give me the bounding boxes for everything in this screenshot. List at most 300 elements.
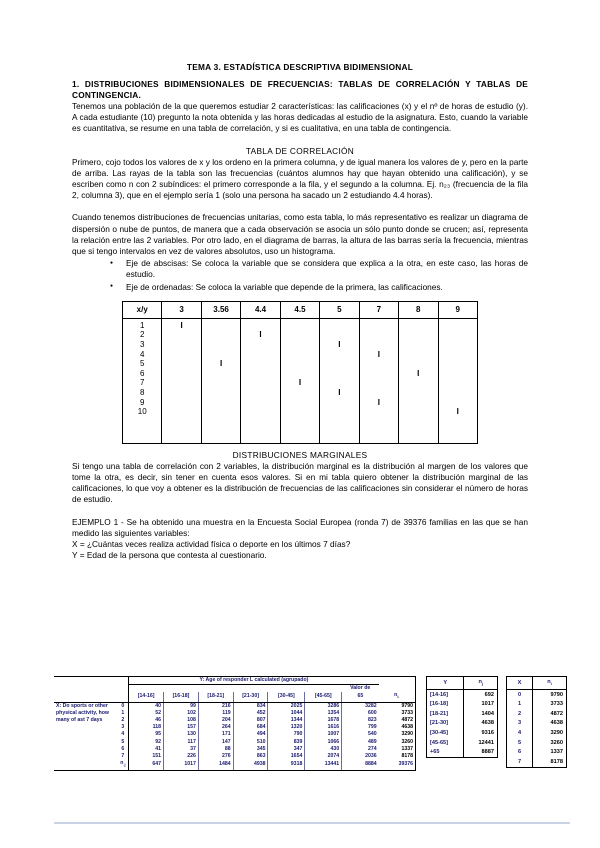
contingency-cell: 147 xyxy=(198,739,233,746)
x-marginal-row xyxy=(507,719,567,729)
contingency-cell: 95 xyxy=(129,731,164,738)
correlation-tally-mark: I xyxy=(456,407,459,417)
bullet-eje-ordenadas: ● Eje de ordenadas: Se coloca la variable que depende de la primera, las calificaciones. xyxy=(110,282,528,293)
contingency-cell: 92 xyxy=(129,739,164,746)
contingency-cell: 1654 xyxy=(268,753,305,760)
ejemplo-1-paragraph: EJEMPLO 1 - Se ha obtenido una muestra en la Encuesta Social Europea (ronda 7) de 39376 familias en las que se han medido las siguientes variables: xyxy=(72,516,528,538)
contingency-row-total: 4638 xyxy=(379,724,416,731)
correlation-empty-cell xyxy=(360,340,398,350)
contingency-cell: 452 xyxy=(233,710,268,717)
contingency-cell: 494 xyxy=(233,731,268,738)
contingency-cell: 274 xyxy=(342,746,379,753)
contingency-cell: 151 xyxy=(129,753,164,760)
contingency-row-total: 3733 xyxy=(379,710,416,717)
y-marginal-data-rows xyxy=(427,690,498,758)
contingency-valor-de-label: Valor de xyxy=(350,685,371,692)
contingency-cell: 99 xyxy=(164,702,199,710)
correlation-row-label: 9 xyxy=(139,397,145,407)
correlation-empty-cell xyxy=(162,378,200,388)
contingency-cell: 3286 xyxy=(305,702,342,710)
correlation-empty-cell xyxy=(202,369,240,379)
correlation-empty-cell xyxy=(162,407,200,417)
correlation-col-header-0: 3 xyxy=(162,301,201,318)
correlation-table xyxy=(122,301,478,444)
contingency-cell: 204 xyxy=(198,717,233,724)
contingency-total-col-subscript: i. xyxy=(397,695,400,700)
correlation-empty-cell xyxy=(320,378,358,388)
correlation-col-header-2: 4.4 xyxy=(241,301,280,318)
contingency-totals-spacer xyxy=(54,760,117,770)
correlation-row-labels xyxy=(123,318,162,443)
contingency-data-rows xyxy=(54,702,416,770)
distribuciones-marginales-heading: DISTRIBUCIONES MARGINALES xyxy=(232,449,368,460)
correlation-empty-cell xyxy=(281,407,319,417)
correlation-tally-mark: I xyxy=(259,330,262,340)
contingency-title-row xyxy=(54,677,416,685)
x-marginal-value: 0 xyxy=(517,691,522,698)
contingency-cell: 1320 xyxy=(268,724,305,731)
y-marginal-row xyxy=(427,738,498,748)
y-marginal-interval: [16-18] xyxy=(430,701,449,708)
bullet-eje-abscisas: ● Eje de abscisas: Se coloca la variable que se considera que explica a la otra, en este caso, las horas de estudio. xyxy=(110,258,528,280)
contingency-cell: 489 xyxy=(342,739,379,746)
y-marginal-row xyxy=(427,729,498,739)
x-marginal-header-n-subscript: i xyxy=(550,680,552,686)
correlation-empty-cell xyxy=(439,388,478,398)
correlation-empty-cell xyxy=(281,330,319,340)
contingency-column-total: 4938 xyxy=(233,760,268,770)
x-marginal-frequency: 3733 xyxy=(533,700,567,710)
correlation-empty-cell xyxy=(439,378,478,388)
correlation-empty-cell xyxy=(439,330,478,340)
ejemplo-1-variable-y: Y = Edad de la persona que contesta al cuestionario. xyxy=(72,550,267,561)
y-marginal-row xyxy=(427,690,498,700)
contingency-row-label-spacer xyxy=(54,731,117,738)
contingency-row-total: 3290 xyxy=(379,731,416,738)
x-marginal-frequency: 9790 xyxy=(533,690,567,700)
contingency-grand-total: 39376 xyxy=(379,760,416,770)
correlation-empty-cell xyxy=(399,388,437,398)
document-body xyxy=(72,62,528,561)
x-marginal-value: 4 xyxy=(517,730,522,737)
contingency-cell: 2074 xyxy=(305,753,342,760)
y-marginal-table-wrapper xyxy=(426,676,498,758)
contingency-row-x-value: 4 xyxy=(121,731,125,738)
contingency-cell: 1344 xyxy=(268,717,305,724)
y-marginal-header-frequency xyxy=(464,677,498,690)
correlation-tally-mark: I xyxy=(219,359,223,369)
y-marginal-frequency: 9316 xyxy=(464,729,498,739)
x-marginal-value: 6 xyxy=(517,749,522,756)
correlation-empty-cell xyxy=(439,398,478,408)
correlation-empty-cell xyxy=(281,350,319,360)
x-marginal-row xyxy=(507,738,567,748)
correlation-row-label: 10 xyxy=(137,407,147,417)
x-marginal-header-variable: X xyxy=(507,677,533,690)
contingency-cell: 540 xyxy=(342,731,379,738)
contingency-cell: 119 xyxy=(198,710,233,717)
x-marginal-header-row xyxy=(507,677,567,690)
correlation-column-cell-5 xyxy=(359,318,398,443)
correlation-empty-cell xyxy=(241,378,279,388)
correlation-empty-cell xyxy=(202,388,240,398)
axes-bullet-list xyxy=(72,258,528,293)
contingency-table-row xyxy=(54,753,416,760)
contingency-row-label-spacer xyxy=(54,746,117,753)
correlation-empty-cell xyxy=(399,378,437,388)
contingency-cell: 834 xyxy=(233,702,268,710)
correlation-col-header-5: 7 xyxy=(359,301,398,318)
contingency-totals-label: $n_{.j}$ xyxy=(117,760,128,770)
correlation-empty-cell xyxy=(360,369,398,379)
tabla-correlacion-paragraph-1: Primero, cojo todos los valores de x y los ordeno en la primera columna, y de igual manera los valores de y, pero en la parte de arriba. Las rayas de la tabla son las frecuencias (cuántos alumnos hay que hayan obtenido una calificación), y se escriben como n con 2 subíndices: el primero corresponde a la fila, y el segundo a la columna. Ej. n₂₃ (frecuencia de la fila 2, columna 3), que en el ejemplo sería 1 (solo una persona ha sacado un 2 estudiando 4.4 horas). xyxy=(72,156,528,201)
contingency-cell: 88 xyxy=(198,746,233,753)
correlation-empty-cell xyxy=(399,398,437,408)
y-marginal-header-n-subscript: j xyxy=(481,680,483,686)
correlation-empty-cell xyxy=(360,388,398,398)
contingency-cell: 600 xyxy=(342,710,379,717)
correlation-empty-cell xyxy=(360,321,398,331)
contingency-col-header-5: [45-65] xyxy=(305,692,342,702)
x-marginal-header-frequency xyxy=(533,677,567,690)
correlation-col-header-3: 4.5 xyxy=(280,301,319,318)
correlation-tally-mark: I xyxy=(417,368,420,378)
correlation-empty-cell xyxy=(241,340,279,350)
correlation-empty-cell xyxy=(202,321,240,331)
contingency-column-total: 1484 xyxy=(198,760,233,770)
y-marginal-header-variable: Y xyxy=(427,677,464,690)
correlation-col-header-7: 9 xyxy=(438,301,478,318)
y-marginal-interval: +65 xyxy=(430,749,440,756)
correlation-empty-cell xyxy=(399,321,437,331)
contingency-cell: 863 xyxy=(233,753,268,760)
x-marginal-row xyxy=(507,757,567,767)
correlation-column-cell-3 xyxy=(280,318,319,443)
contingency-cell: 839 xyxy=(268,739,305,746)
contingency-table xyxy=(54,676,416,771)
correlation-empty-cell xyxy=(241,388,279,398)
contingency-cell: 117 xyxy=(164,739,199,746)
correlation-row-label: 4 xyxy=(139,349,145,359)
contingency-table-row xyxy=(54,724,416,731)
correlation-body-row xyxy=(123,318,478,443)
contingency-cell: 790 xyxy=(268,731,305,738)
y-marginal-frequency: 12441 xyxy=(464,738,498,748)
correlation-column-cell-7 xyxy=(438,318,478,443)
y-marginal-row xyxy=(427,709,498,719)
correlation-header-row xyxy=(123,301,478,318)
contingency-y-title: Y: Age of responder L calculated (agrupado) xyxy=(129,677,379,685)
contingency-col-header-4: [30-45] xyxy=(268,692,305,702)
contingency-cell: 347 xyxy=(268,746,305,753)
contingency-cell: 216 xyxy=(198,702,233,710)
correlation-tally-mark: I xyxy=(377,397,380,407)
contingency-totals-row xyxy=(54,760,416,770)
correlation-row-label: 5 xyxy=(139,359,145,369)
section-1-paragraph: Tenemos una población de la que queremos estudiar 2 características: las calificaciones (x) y el nº de horas de estudio (y). A cada estudiante (10) pregunto la nota obtenida y las horas dedicadas al estudio de la asignatura. Esto, cuando la variable es cuantitativa, se resume en una tabla de correlación, y si es cualitativa, en una tabla de contingencia. xyxy=(72,101,528,134)
correlation-tally-mark: I xyxy=(338,340,341,350)
section-1-heading: 1. DISTRIBUCIONES BIDIMENSIONALES DE FRECUENCIAS: TABLAS DE CORRELACIÓN Y TABLAS DE CONTINGENCIA. xyxy=(72,79,528,100)
correlation-empty-cell xyxy=(241,398,279,408)
y-marginal-interval: [14-16] xyxy=(430,691,449,698)
contingency-cell: 41 xyxy=(129,746,164,753)
correlation-empty-cell xyxy=(320,398,358,408)
correlation-empty-cell xyxy=(281,321,319,331)
x-marginal-row xyxy=(507,690,567,700)
y-marginal-header-row xyxy=(427,677,498,690)
contingency-column-header-row xyxy=(54,692,416,702)
contingency-cell: 264 xyxy=(198,724,233,731)
footer-rule xyxy=(54,822,570,824)
contingency-cell: 807 xyxy=(233,717,268,724)
x-marginal-frequency: 4638 xyxy=(533,719,567,729)
correlation-empty-cell xyxy=(281,340,319,350)
contingency-total-col-symbol: n xyxy=(394,692,398,699)
contingency-cell: 1678 xyxy=(305,717,342,724)
correlation-empty-cell xyxy=(439,369,478,379)
correlation-column-cell-2 xyxy=(241,318,280,443)
correlation-empty-cell xyxy=(399,330,437,340)
contingency-cell: 157 xyxy=(164,724,199,731)
correlation-empty-cell xyxy=(162,359,200,369)
correlation-tally-mark: I xyxy=(377,349,380,359)
contingency-col-header-6: 65 xyxy=(342,692,379,702)
contingency-x-title-line: physical activity, how xyxy=(56,709,109,716)
contingency-row-total: 4872 xyxy=(379,717,416,724)
y-marginal-interval: [18-21] xyxy=(430,710,449,717)
contingency-col-header-0: [14-16] xyxy=(129,692,164,702)
correlation-empty-cell xyxy=(241,407,279,417)
contingency-cell: 2036 xyxy=(342,753,379,760)
contingency-row-total: 1337 xyxy=(379,746,416,753)
x-marginal-row xyxy=(507,748,567,758)
y-marginal-table xyxy=(426,676,498,758)
contingency-valor-row xyxy=(54,685,416,693)
correlation-empty-cell xyxy=(320,407,358,417)
tabla-correlacion-paragraph-2: Cuando tenemos distribuciones de frecuencias unitarias, como esta tabla, lo más representativo es realizar un diagrama de dispersión o nube de puntos, de manera que a cada observación se asocia un sólo punto donde se crucen; así, representa la relación entre las 2 variables. Por otro lado, en el diagrama de barras, la altura de las barras sería la frecuencia, mientras que si tengo intervalos en vez de valores absolutos, uso un histograma. xyxy=(72,212,528,257)
x-marginal-row xyxy=(507,729,567,739)
x-marginal-value: 3 xyxy=(517,720,522,727)
correlation-empty-cell xyxy=(162,350,200,360)
correlation-col-header-1: 3.56 xyxy=(201,301,240,318)
contingency-table-row xyxy=(54,746,416,753)
correlation-empty-cell xyxy=(360,359,398,369)
contingency-cell: 823 xyxy=(342,717,379,724)
correlation-empty-cell xyxy=(399,350,437,360)
correlation-empty-cell xyxy=(162,330,200,340)
contingency-total-col-header xyxy=(379,692,416,702)
contingency-cell: 1007 xyxy=(305,731,342,738)
contingency-table-wrapper xyxy=(54,676,416,771)
correlation-table-wrapper xyxy=(72,301,528,444)
contingency-col-header-3: [21-30] xyxy=(233,692,268,702)
contingency-cell: 46 xyxy=(129,717,164,724)
x-marginal-value: 5 xyxy=(517,739,522,746)
contingency-row-x-value: 3 xyxy=(121,724,125,731)
contingency-column-total: 13441 xyxy=(305,760,342,770)
contingency-col-header-1: [16-18] xyxy=(164,692,199,702)
x-marginal-row xyxy=(507,700,567,710)
y-marginal-frequency: 4638 xyxy=(464,719,498,729)
contingency-cell: 118 xyxy=(129,724,164,731)
contingency-table-row xyxy=(54,710,416,717)
correlation-column-cell-0 xyxy=(162,318,201,443)
distribuciones-marginales-paragraph: Si tengo una tabla de correlación con 2 variables, la distribución marginal es la distribución al margen de los valores que tome la otra, es decir, sin tener en cuenta esos valores. Si en mi tabla quiero obtener la distribución marginal de las calificaciones, lo que voy a obtener es la distribución de frecuencias de las calificaciones sin considerar el número de horas de estudio. xyxy=(72,460,528,505)
contingency-row-total: 3260 xyxy=(379,739,416,746)
correlation-empty-cell xyxy=(320,350,358,360)
y-marginal-interval: [30-45] xyxy=(430,730,449,737)
x-marginal-table xyxy=(506,676,567,768)
contingency-table-row xyxy=(54,739,416,746)
contingency-row-x-value: 5 xyxy=(121,738,125,745)
contingency-row-x-value: 2 xyxy=(121,717,125,724)
correlation-empty-cell xyxy=(320,359,358,369)
y-marginal-frequency: 692 xyxy=(464,690,498,700)
tabla-correlacion-heading: TABLA DE CORRELACIÓN xyxy=(245,145,355,156)
contingency-column-total: 1017 xyxy=(164,760,199,770)
x-marginal-frequency: 1337 xyxy=(533,748,567,758)
contingency-x-title-line: many of ast 7 days xyxy=(56,717,103,724)
contingency-cell: 52 xyxy=(129,710,164,717)
correlation-empty-cell xyxy=(202,398,240,408)
correlation-column-cell-4 xyxy=(320,318,359,443)
y-marginal-frequency: 1404 xyxy=(464,709,498,719)
contingency-x-title-line: X: Do sports or other xyxy=(56,702,108,709)
correlation-empty-cell xyxy=(281,398,319,408)
contingency-column-total: 8884 xyxy=(342,760,379,770)
correlation-empty-cell xyxy=(439,321,478,331)
correlation-row-label: 8 xyxy=(139,388,145,397)
correlation-row-label: 7 xyxy=(139,378,145,388)
contingency-cell: 1066 xyxy=(305,739,342,746)
y-marginal-interval: [45-65] xyxy=(430,739,449,746)
correlation-empty-cell xyxy=(202,330,240,340)
page-title: TEMA 3. ESTADÍSTICA DESCRIPTIVA BIDIMENSIONAL xyxy=(186,62,414,72)
contingency-col-header-2: [18-21] xyxy=(198,692,233,702)
correlation-empty-cell xyxy=(360,330,398,340)
y-marginal-interval: [21-30] xyxy=(430,720,449,727)
correlation-empty-cell xyxy=(439,340,478,350)
contingency-row-total: 8178 xyxy=(379,753,416,760)
correlation-empty-cell xyxy=(281,388,319,398)
contingency-cell: 1044 xyxy=(268,710,305,717)
contingency-cell: 276 xyxy=(198,753,233,760)
correlation-empty-cell xyxy=(360,407,398,417)
contingency-row-x-value: 1 xyxy=(121,709,125,716)
correlation-tally-mark: I xyxy=(298,378,302,388)
correlation-empty-cell xyxy=(162,388,200,398)
contingency-row-label-spacer xyxy=(54,739,117,746)
contingency-row-x-value: 0 xyxy=(121,702,125,709)
contingency-cell: 510 xyxy=(233,739,268,746)
y-marginal-row xyxy=(427,748,498,758)
contingency-column-total: 647 xyxy=(129,760,164,770)
contingency-row-label-spacer xyxy=(54,724,117,731)
correlation-empty-cell xyxy=(439,359,478,369)
ejemplo-1-variable-x: X = ¿Cuántas veces realiza actividad física o deporte en los últimos 7 días? xyxy=(72,539,351,550)
correlation-column-cell-1 xyxy=(201,318,240,443)
correlation-empty-cell xyxy=(241,369,279,379)
correlation-col-header-6: 8 xyxy=(399,301,438,318)
correlation-tally-mark: I xyxy=(338,388,341,397)
correlation-row-label: 3 xyxy=(139,340,145,350)
correlation-empty-cell xyxy=(241,321,279,331)
contingency-cell: 1354 xyxy=(305,710,342,717)
x-marginal-frequency: 8178 xyxy=(533,757,567,767)
contingency-cell: 108 xyxy=(164,717,199,724)
correlation-column-cell-6 xyxy=(399,318,438,443)
contingency-cell: 130 xyxy=(164,731,199,738)
correlation-empty-cell xyxy=(399,359,437,369)
contingency-table-row xyxy=(54,702,416,710)
contingency-row-label-spacer xyxy=(54,753,117,760)
correlation-empty-cell xyxy=(162,340,200,350)
y-marginal-row xyxy=(427,700,498,710)
correlation-empty-cell xyxy=(399,340,437,350)
correlation-row-label: 1 xyxy=(139,320,145,330)
x-marginal-table-wrapper xyxy=(506,676,570,768)
contingency-cell: 3282 xyxy=(342,702,379,710)
correlation-empty-cell xyxy=(360,378,398,388)
correlation-tally-mark: I xyxy=(180,320,183,330)
contingency-cell: 1616 xyxy=(305,724,342,731)
y-marginal-frequency: 8887 xyxy=(464,748,498,758)
contingency-cell: 171 xyxy=(198,731,233,738)
y-marginal-frequency: 1017 xyxy=(464,700,498,710)
x-marginal-value: 2 xyxy=(517,710,522,717)
y-marginal-header-n: n xyxy=(478,678,482,685)
x-marginal-value: 1 xyxy=(517,701,522,708)
x-marginal-header-n: n xyxy=(547,678,551,685)
x-marginal-value: 7 xyxy=(517,758,522,765)
correlation-empty-cell xyxy=(202,340,240,350)
contingency-column-total: 9318 xyxy=(268,760,305,770)
contingency-cell: 37 xyxy=(164,746,199,753)
contingency-row-x-value: 6 xyxy=(121,745,125,752)
x-marginal-frequency: 3290 xyxy=(533,729,567,739)
bottom-tables-area xyxy=(54,676,570,826)
correlation-empty-cell xyxy=(320,330,358,340)
correlation-row-label: 6 xyxy=(139,368,145,378)
contingency-cell: 430 xyxy=(305,746,342,753)
correlation-empty-cell xyxy=(162,398,200,408)
correlation-empty-cell xyxy=(241,350,279,360)
contingency-cell: 226 xyxy=(164,753,199,760)
x-marginal-data-rows xyxy=(507,690,567,768)
contingency-row-total: 9790 xyxy=(379,702,416,710)
contingency-cell: 102 xyxy=(164,710,199,717)
correlation-empty-cell xyxy=(439,350,478,360)
contingency-cell: 799 xyxy=(342,724,379,731)
correlation-empty-cell xyxy=(162,369,200,379)
contingency-table-row xyxy=(54,731,416,738)
x-marginal-row xyxy=(507,709,567,719)
y-marginal-row xyxy=(427,719,498,729)
correlation-empty-cell xyxy=(320,321,358,331)
correlation-empty-cell xyxy=(202,350,240,360)
contingency-cell: 684 xyxy=(233,724,268,731)
correlation-empty-cell xyxy=(202,407,240,417)
correlation-empty-cell xyxy=(281,369,319,379)
correlation-empty-cell xyxy=(399,407,437,417)
correlation-empty-cell xyxy=(241,359,279,369)
correlation-empty-cell xyxy=(281,359,319,369)
contingency-cell: 2025 xyxy=(268,702,305,710)
contingency-cell: 40 xyxy=(129,702,164,710)
correlation-empty-cell xyxy=(320,369,358,379)
contingency-row-x-value: 7 xyxy=(121,753,125,760)
x-marginal-frequency: 3260 xyxy=(533,738,567,748)
